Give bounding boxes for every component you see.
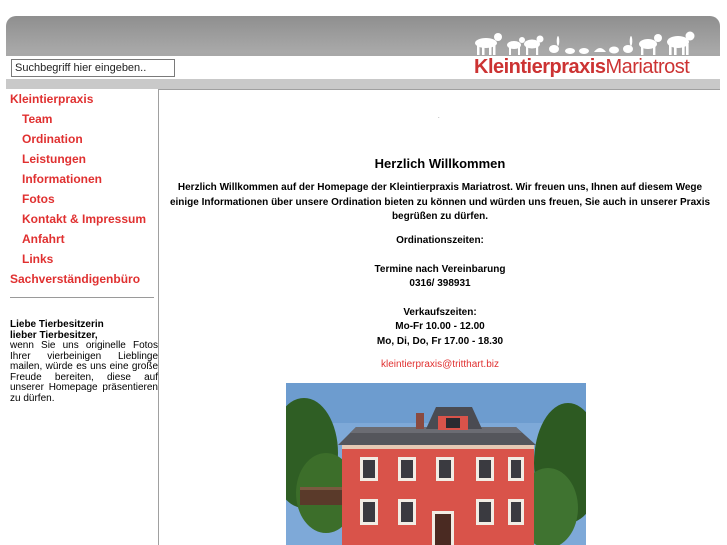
sales-heading: Verkaufszeiten: [403,307,477,318]
email-link[interactable]: kleintierpraxis@tritthart.biz [381,359,499,370]
sales-hours-1: Mo-Fr 10.00 - 12.00 [395,321,485,332]
header-bottom-bar [6,79,720,89]
logo-text [474,56,689,79]
nav-item-anfahrt[interactable]: Anfahrt [22,232,65,246]
nav-item-team[interactable]: Team [22,112,53,126]
note-greeting-1: Liebe Tierbesitzerin [10,319,104,330]
sidebar-note [10,320,158,404]
intro-text: Herzlich Willkommen auf der Homepage der Kleintierpraxis Mariatrost. Wir freuen uns, Ihnen auf diesem Wege einige Informationen über unsere Ordination bieten zu können und würden uns freuen, Sie auch in unserer Praxis begrüßen zu dürfen. [169,182,711,222]
site-logo[interactable] [468,28,720,80]
sales-hours-2: Mo, Di, Do, Fr 17.00 - 18.30 [376,336,504,347]
nav-item-links[interactable]: Links [22,252,54,266]
nav-item-ordination[interactable]: Ordination [22,132,83,146]
search-input[interactable] [11,59,175,77]
appointments-text: Termine nach Vereinbarung [374,264,506,275]
nav-item-sachverstaendigenbuero[interactable]: Sachverständigenbüro [10,272,141,286]
nav-item-leistungen[interactable]: Leistungen [22,152,87,166]
nav-item-kontakt-impressum[interactable]: Kontakt & Impressum [22,212,147,226]
sidebar [6,89,159,545]
animal-silhouettes-icon [468,28,720,58]
nav-item-fotos[interactable]: Fotos [22,192,55,206]
logo-text-bold: Kleintierpraxis [474,56,606,78]
spacer-dot: . [438,114,440,120]
note-greeting-2: lieber Tierbesitzer, [10,329,98,341]
page-title: Herzlich Willkommen [374,156,506,171]
nav-item-informationen[interactable]: Informationen [22,172,102,186]
nav-item-kleintierpraxis[interactable]: Kleintierpraxis [10,92,94,106]
hours-heading: Ordinationszeiten: [396,235,484,246]
phone-number: 0316/ 398931 [409,278,471,289]
nav-divider [10,297,154,298]
note-body: wenn Sie uns originelle Fotos Ihrer vierbeinigen Lieblinge mailen, würde es uns eine große Freude bereiten, diese auf unserer Homepage präsentieren zu dürfen. [10,340,158,404]
main-content [160,90,720,545]
logo-text-light: Mariatrost [605,56,690,78]
practice-building-photo [286,383,586,545]
